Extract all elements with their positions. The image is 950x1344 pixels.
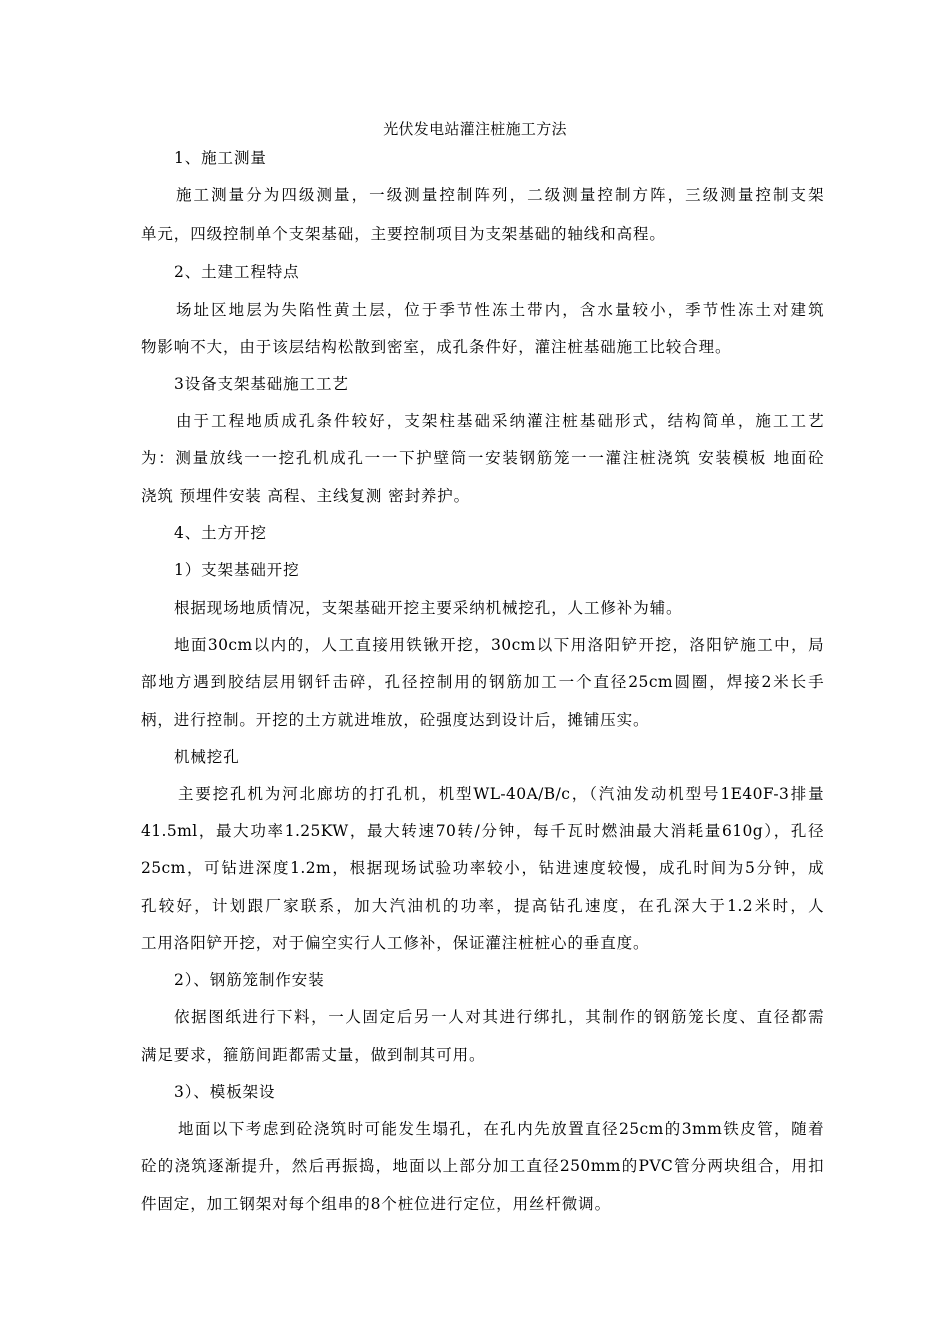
document-title: 光伏发电站灌注桩施工方法 bbox=[383, 120, 567, 138]
paragraph-line: 物影响不大，由于该层结构松散到密室，成孔条件好，灌注桩基础施工比较合理。 bbox=[141, 338, 732, 356]
paragraph-line: 件固定，加工钢架对每个组串的8个桩位进行定位，用丝杆微调。 bbox=[141, 1195, 611, 1213]
paragraph-line: 为：测量放线一一挖孔机成孔一一下护壁筒一安装钢筋笼一一灌注桩浇筑 安装模板 地面砼 bbox=[141, 449, 824, 467]
paragraph-line: 41.5ml，最大功率1.25KW，最大转速70转/分钟，每千瓦时燃油最大消耗量610g），孔径 bbox=[141, 822, 824, 840]
paragraph-line: 柄，进行控制。开挖的土方就进堆放，砼强度达到设计后，摊铺压实。 bbox=[141, 711, 650, 729]
section-heading: 3设备支架基础施工工艺 bbox=[174, 375, 349, 393]
paragraph-line: 浇筑 预埋件安装 高程、主线复测 密封养护。 bbox=[141, 487, 471, 505]
subsection-heading: 1）支架基础开挖 bbox=[174, 561, 300, 579]
paragraph-line: 部地方遇到胶结层用钢钎击碎，孔径控制用的钢筋加工一个直径25cm圆圈，焊接2米长手 bbox=[141, 673, 824, 691]
paragraph-line: 单元，四级控制单个支架基础，主要控制项目为支架基础的轴线和高程。 bbox=[141, 225, 666, 243]
paragraph-line: 砼的浇筑逐渐提升，然后再振捣，地面以上部分加工直径250mm的PVC管分两块组合，用扣 bbox=[141, 1157, 824, 1175]
paragraph-line: 依据图纸进行下料，一人固定后另一人对其进行绑扎，其制作的钢筋笼长度、直径都需 bbox=[174, 1008, 824, 1026]
section-heading: 1、施工测量 bbox=[174, 149, 267, 167]
paragraph-line: 地面以下考虑到砼浇筑时可能发生塌孔，在孔内先放置直径25cm的3mm铁皮管，随着 bbox=[178, 1120, 824, 1138]
paragraph-line: 工用洛阳铲开挖，对于偏空实行人工修补，保证灌注桩桩心的垂直度。 bbox=[141, 934, 650, 952]
section-heading: 2、土建工程特点 bbox=[174, 263, 300, 281]
paragraph-line: 满足要求，箍筋间距都需丈量，做到制其可用。 bbox=[141, 1046, 486, 1064]
paragraph-line: 地面30cm以内的，人工直接用铁锹开挖，30cm以下用洛阳铲开挖，洛阳铲施工中，局 bbox=[174, 636, 824, 654]
paragraph-line: 根据现场地质情况，支架基础开挖主要采纳机械挖孔，人工修补为辅。 bbox=[174, 599, 683, 617]
paragraph-line: 由于工程地质成孔条件较好，支架柱基础采纳灌注桩基础形式，结构简单，施工工艺 bbox=[176, 412, 824, 430]
subsection-heading: 3）、模板架设 bbox=[174, 1083, 276, 1101]
paragraph-line: 25cm，可钻进深度1.2m，根据现场试验功率较小，钻进速度较慢，成孔时间为5分钟，成 bbox=[141, 859, 824, 877]
paragraph-line: 孔较好，计划跟厂家联系，加大汽油机的功率，提高钻孔速度，在孔深大于1.2米时，人 bbox=[141, 897, 824, 915]
subsection-heading: 2）、钢筋笼制作安装 bbox=[174, 971, 325, 989]
paragraph-line: 施工测量分为四级测量，一级测量控制阵列，二级测量控制方阵，三级测量控制支架 bbox=[176, 186, 824, 204]
paragraph-line: 场址区地层为失陷性黄土层，位于季节性冻土带内，含水量较小，季节性冻土对建筑 bbox=[176, 301, 824, 319]
paragraph-line: 主要挖孔机为河北廊坊的打孔机，机型WL-40A/B/c，（汽油发动机型号1E40F-3排量 bbox=[178, 785, 824, 803]
subsection-heading: 机械挖孔 bbox=[174, 748, 240, 766]
section-heading: 4、土方开挖 bbox=[174, 524, 267, 542]
